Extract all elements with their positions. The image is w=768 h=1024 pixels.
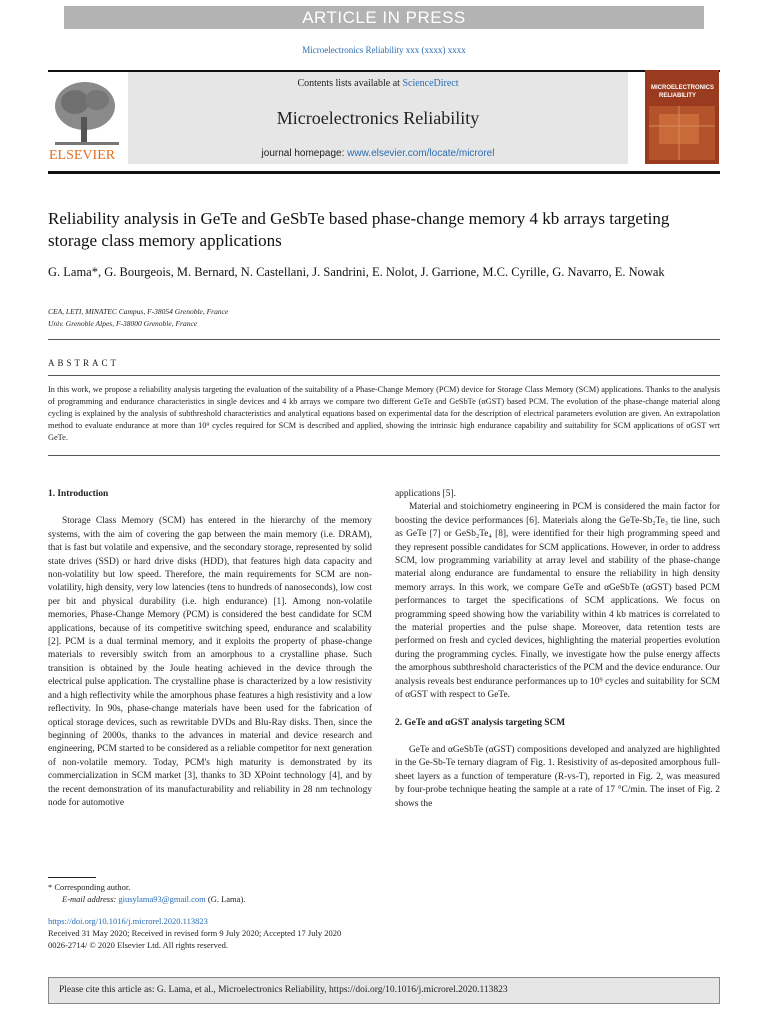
section-2-heading: 2. GeTe and αGST analysis targeting SCM [395, 717, 566, 728]
abstract-heading: ABSTRACT [48, 358, 120, 368]
contents-line [128, 78, 628, 89]
cover-title-line1: MICROELECTRONICS [651, 85, 714, 91]
footnote-rule [48, 877, 96, 878]
section-1-heading: 1. Introduction [48, 489, 109, 499]
affiliation-2: Univ. Grenoble Alpes, F-38000 Grenoble, France [48, 319, 198, 328]
homepage-prefix: journal homepage: [261, 148, 348, 159]
received-dates: Received 31 May 2020; Received in revised form 9 July 2020; Accepted 17 July 2020 [48, 928, 342, 938]
article-in-press-banner: ARTICLE IN PRESS [64, 6, 704, 29]
abstract-bottom-rule [48, 455, 720, 456]
contents-prefix: Contents lists available at [297, 78, 403, 89]
journal-cover-thumbnail [645, 70, 719, 164]
section-2-paragraph-1: GeTe and αGeSbTe (αGST) compositions developed and analyzed are highlighted in the Ge-Sb-Te ternary diagram of Fig. 1. Resistivity of as-deposited amorphous full-sheet layers as a function of temperature (R-vs-T), reported in Fig. 2, was measured by four-probe technique heating the sample at a rate of 17 °C/min. The inset of Fig. 2 shows the [395, 744, 720, 809]
elsevier-wordmark: ELSEVIER [49, 148, 116, 163]
header-bottom-rule [48, 171, 720, 174]
affiliation-1: CEA, LETI, MINATEC Campus, F-38054 Grenoble, France [48, 307, 229, 316]
abstract-heading-rule [48, 375, 720, 376]
please-cite-box: Please cite this article as: G. Lama, et al., Microelectronics Reliability, https://doi.org/10.1016/j.microrel.2020.113823 [48, 977, 720, 1004]
affiliations [48, 306, 688, 330]
section-1-paragraph-2: Material and stoichiometry engineering in PCM is considered the main factor for boosting the device performances [6]. Materials along the GeTe-Sb₂Te₃ tie line, such as GeTe [7] or GeSb₂Te₄ [8], were identified for their high programming speed and they represent possible candidates for SCM applications. However, in order to address SCM, low programming variability at array level and stability of the phase-change material along endurance are fundamental to ensure the reliability in high density memory arrays. In this work, we compare GeTe and αGeSbTe (αGST) based PCM performances to target the specifications of SCM applications. We focus on programming speed showing how the variability within 4 kb matrices is correlated to the material properties and the pulse shape. Moreover, data retention tests are performed on fresh and cycled devices, highlighting the material properties evolution during the programming cycles. Finally, we investigate how the pulse energy affects the amorphous subthreshold characteristics of the PCM and the device endurance. Our analysis reveals best endurance performances up to 10⁹ cycles and suitability for SCM of αGST with respect to GeTe. [395, 502, 720, 701]
journal-reference-link[interactable]: Microelectronics Reliability xxx (xxxx) xxxx [302, 45, 466, 55]
abstract-top-rule [48, 339, 720, 340]
article-title: Reliability analysis in GeTe and GeSbTe based phase-change memory 4 kb arrays targeting storage class memory applications [48, 209, 670, 250]
cover-art-icon [649, 106, 715, 160]
section-1-continuation: applications [5]. [395, 489, 456, 499]
footnote [48, 881, 448, 905]
section-spacer [48, 501, 372, 515]
email-link[interactable]: giusylama93@gmail.com [118, 894, 206, 904]
cover-title [651, 84, 714, 100]
email-line [48, 893, 448, 905]
homepage-line [128, 148, 628, 159]
sciencedirect-link[interactable]: ScienceDirect [402, 78, 459, 89]
section-spacer [395, 730, 720, 744]
article-metadata [48, 915, 548, 951]
email-suffix: (G. Lama). [205, 894, 246, 904]
author-list: G. Lama*, G. Bourgeois, M. Bernard, N. Castellani, J. Sandrini, E. Nolot, J. Garrione, M.C. Cyrille, G. Navarro, E. Nowak [48, 265, 665, 279]
email-label: E-mail address: [62, 894, 119, 904]
elsevier-logo [47, 72, 127, 164]
corresponding-author-note: * Corresponding author. [48, 882, 131, 892]
copyright-line: 0026-2714/ © 2020 Elsevier Ltd. All rights reserved. [48, 940, 228, 950]
cover-title-line2: RELIABILITY [659, 93, 696, 99]
body-column-right [395, 488, 720, 811]
homepage-link[interactable]: www.elsevier.com/locate/microrel [347, 148, 495, 159]
body-column-left [48, 488, 372, 810]
section-1-paragraph-1: Storage Class Memory (SCM) has entered in the hierarchy of the memory systems, with the aim of covering the gap between the main memory (i.e. DRAM), that is fast but volatile and expensive, and the secondary storage, represented by solid state drives (SSD) or hard drive disks (HDD), that features high data capacity and non-volatility but low speed. Therefore, the main requirements for SCM are non-volatility, high density, very low latencies (tens to hundreds of nanoseconds), low cost per bit and physical durability (i.e. high endurance) [1]. Among non-volatile memories, Phase-Change Memory (PCM) is considered the best candidate for SCM applications, because of its competitive switching speed, endurance and scalability [2]. PCM is a dual terminal memory, and it exploits the property of phase-change materials to reversibly switch from an amorphous to a crystalline phase. Such transition is obtained by the Joule heating achieved in the device through the electrical pulse application. The crystalline phase is characterized by a low resistivity and a high reflectivity while the amorphous phase features a high resistivity and a low reflectivity. In 90s, phase-change materials have been used for the fabrication of optical storage devices, such as rewritable DVDs and Blu-Ray disks. Then, since the beginning of 2000s, thanks to the advances in material and device research and engineering, PCM started to be considered as a reliable competitor for next generation of non-volatile memory. Today, PCM's high maturity is demonstrated by its commercialization in SCM market [3], thanks to 3D XPoint technology [4], and by the recent demonstration of its manufacturability and reliability in 28 nm technology node for automotive [48, 516, 372, 808]
section-spacer [395, 703, 720, 717]
abstract-text: In this work, we propose a reliability analysis targeting the evaluation of the suitability of a Phase-Change Memory (PCM) device for Storage Class Memory (SCM) applications. Thanks to the analysis of programming and endurance characteristics in single devices and 4 kb arrays we compare two different GeTe and GeSbTe (αGST) based PCM. The evolution of the phase-change material along cycling is explained by the analysis of subthreshold characteristics and analytical equations based on experimental data for the description of electrical parameters evolution are given. An extrapolation method to evaluate endurance at more than 10⁹ cycles required for SCM is described and applied, showing the intrinsic high endurance capability and suitability for SCM applications of αGST wrt GeTe. [48, 385, 720, 442]
doi-link[interactable]: https://doi.org/10.1016/j.microrel.2020.113823 [48, 916, 208, 926]
journal-title: Microelectronics Reliability [276, 108, 480, 128]
